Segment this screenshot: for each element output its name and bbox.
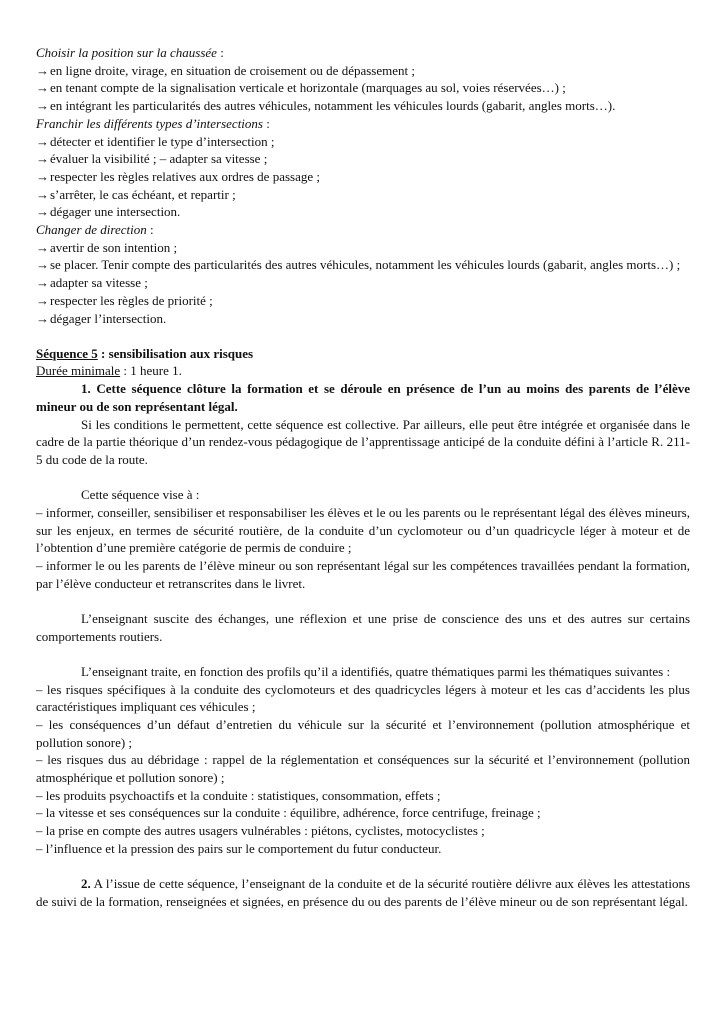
theme-item: – les risques spécifiques à la conduite des cyclomoteurs et des quadricycles légers à moteur et les cas d’accidents les plus caractéristiques impliquant ces véhicules ;: [36, 681, 690, 715]
right-arrow-icon: →: [36, 80, 49, 96]
list-item: →adapter sa vitesse ;: [36, 275, 148, 291]
theme-item: – la vitesse et ses conséquences sur la conduite : équilibre, adhérence, force centrifuge, freinage ;: [36, 805, 541, 821]
right-arrow-icon: →: [36, 310, 49, 326]
list-item: →dégager l’intersection.: [36, 310, 167, 326]
list-item: →s’arrêter, le cas échéant, et repartir ;: [36, 186, 236, 202]
list-item: →respecter les règles de priorité ;: [36, 292, 213, 308]
right-arrow-icon: →: [36, 275, 49, 291]
right-arrow-icon: →: [36, 186, 49, 202]
right-arrow-icon: →: [36, 239, 49, 255]
theme-item: – la prise en compte des autres usagers vulnérables : piétons, cyclistes, motocyclistes ;: [36, 823, 485, 839]
point-1-text: Si les conditions le permettent, cette séquence est collective. Par ailleurs, elle peut être intégrée et organisée dans le cadre de la partie théorique d’un rendez-vous pédagogique de l’apprentissage anticipé de la conduite défini à l’article R. 211-5 du code de la route.: [36, 416, 690, 467]
list-item: →évaluer la visibilité ; – adapter sa vitesse ;: [36, 151, 268, 167]
vise-intro: Cette séquence vise à :: [81, 487, 200, 503]
theme-item: – les risques dus au débridage : rappel de la réglementation et conséquences sur la sécurité et l’environnement (pollution atmosphérique et pollution sonore) ;: [36, 752, 690, 786]
list-item: →en intégrant les particularités des autres véhicules, notamment les véhicules lourds (gabarit, angles morts…).: [36, 98, 616, 114]
section-heading-direction: Changer de direction :: [36, 222, 154, 238]
point-2-paragraph: 2. A l’issue de cette séquence, l’enseignant de la conduite et de la sécurité routière délivre aux élèves les attestations de suivi de la formation, renseignées et signées, en présence du ou des parents de l’élève mineur ou de son représentant légal.: [36, 876, 690, 909]
list-item: →respecter les règles relatives aux ordres de passage ;: [36, 168, 320, 184]
theme-item: – les produits psychoactifs et la conduite : statistiques, consommation, effets ;: [36, 787, 441, 803]
right-arrow-icon: →: [36, 133, 49, 149]
list-item: →dégager une intersection.: [36, 204, 181, 220]
sequence-title: Séquence 5 : sensibilisation aux risques: [36, 345, 254, 361]
vise-item: – informer, conseiller, sensibiliser et responsabiliser les élèves et le ou les parents ou le représentant légal des élèves mineurs, sur les enjeux, en termes de sécurité routière, de la conduite d’un cyclomoteur ou d’un quadricycle léger à moteur et de l’obtention d’une première catégorie de permis de conduire ;: [36, 504, 690, 556]
section-heading-position: Choisir la position sur la chaussée :: [36, 45, 224, 60]
section-heading-intersections: Franchir les différents types d’intersections :: [36, 115, 270, 131]
right-arrow-icon: →: [36, 168, 49, 184]
right-arrow-icon: →: [36, 292, 49, 308]
right-arrow-icon: →: [36, 257, 49, 273]
sequence-duration: Durée minimale : 1 heure 1.: [36, 363, 182, 379]
document-page: [36, 44, 690, 910]
theme-item: – les conséquences d’un défaut d’entretien du véhicule sur la sécurité et l’environnement (pollution atmosphérique et pollution sonore) ;: [36, 716, 690, 750]
list-item: →en ligne droite, virage, en situation de croisement ou de dépassement ;: [36, 62, 415, 78]
list-item: →en tenant compte de la signalisation verticale et horizontale (marquages au sol, voies réservées…) ;: [36, 80, 566, 96]
right-arrow-icon: →: [36, 62, 49, 78]
list-item: →avertir de son intention ;: [36, 239, 178, 255]
list-item: →détecter et identifier le type d’intersection ;: [36, 133, 275, 149]
right-arrow-icon: →: [36, 151, 49, 167]
right-arrow-icon: →: [36, 98, 49, 114]
themes-intro: L’enseignant traite, en fonction des profils qu’il a identifiés, quatre thématiques parmi les thématiques suivantes :: [81, 663, 671, 679]
theme-item: – l’influence et la pression des pairs sur le comportement du futur conducteur.: [36, 840, 442, 856]
point-1-heading: 1. Cette séquence clôture la formation et se déroule en présence de l’un au moins des parents de l’élève mineur ou de son représentant légal.: [36, 381, 690, 414]
echanges-paragraph: L’enseignant suscite des échanges, une réflexion et une prise de conscience des uns et des autres sur certains comportements routiers.: [36, 610, 690, 644]
list-item: →se placer. Tenir compte des particularités des autres véhicules, notamment les véhicules lourds (gabarit, angles morts…) ;: [36, 257, 681, 273]
vise-item: – informer le ou les parents de l’élève mineur ou son représentant légal sur les compétences travaillées pendant la formation, par l’élève conducteur et retranscrites dans le livret.: [36, 557, 690, 591]
right-arrow-icon: →: [36, 204, 49, 220]
